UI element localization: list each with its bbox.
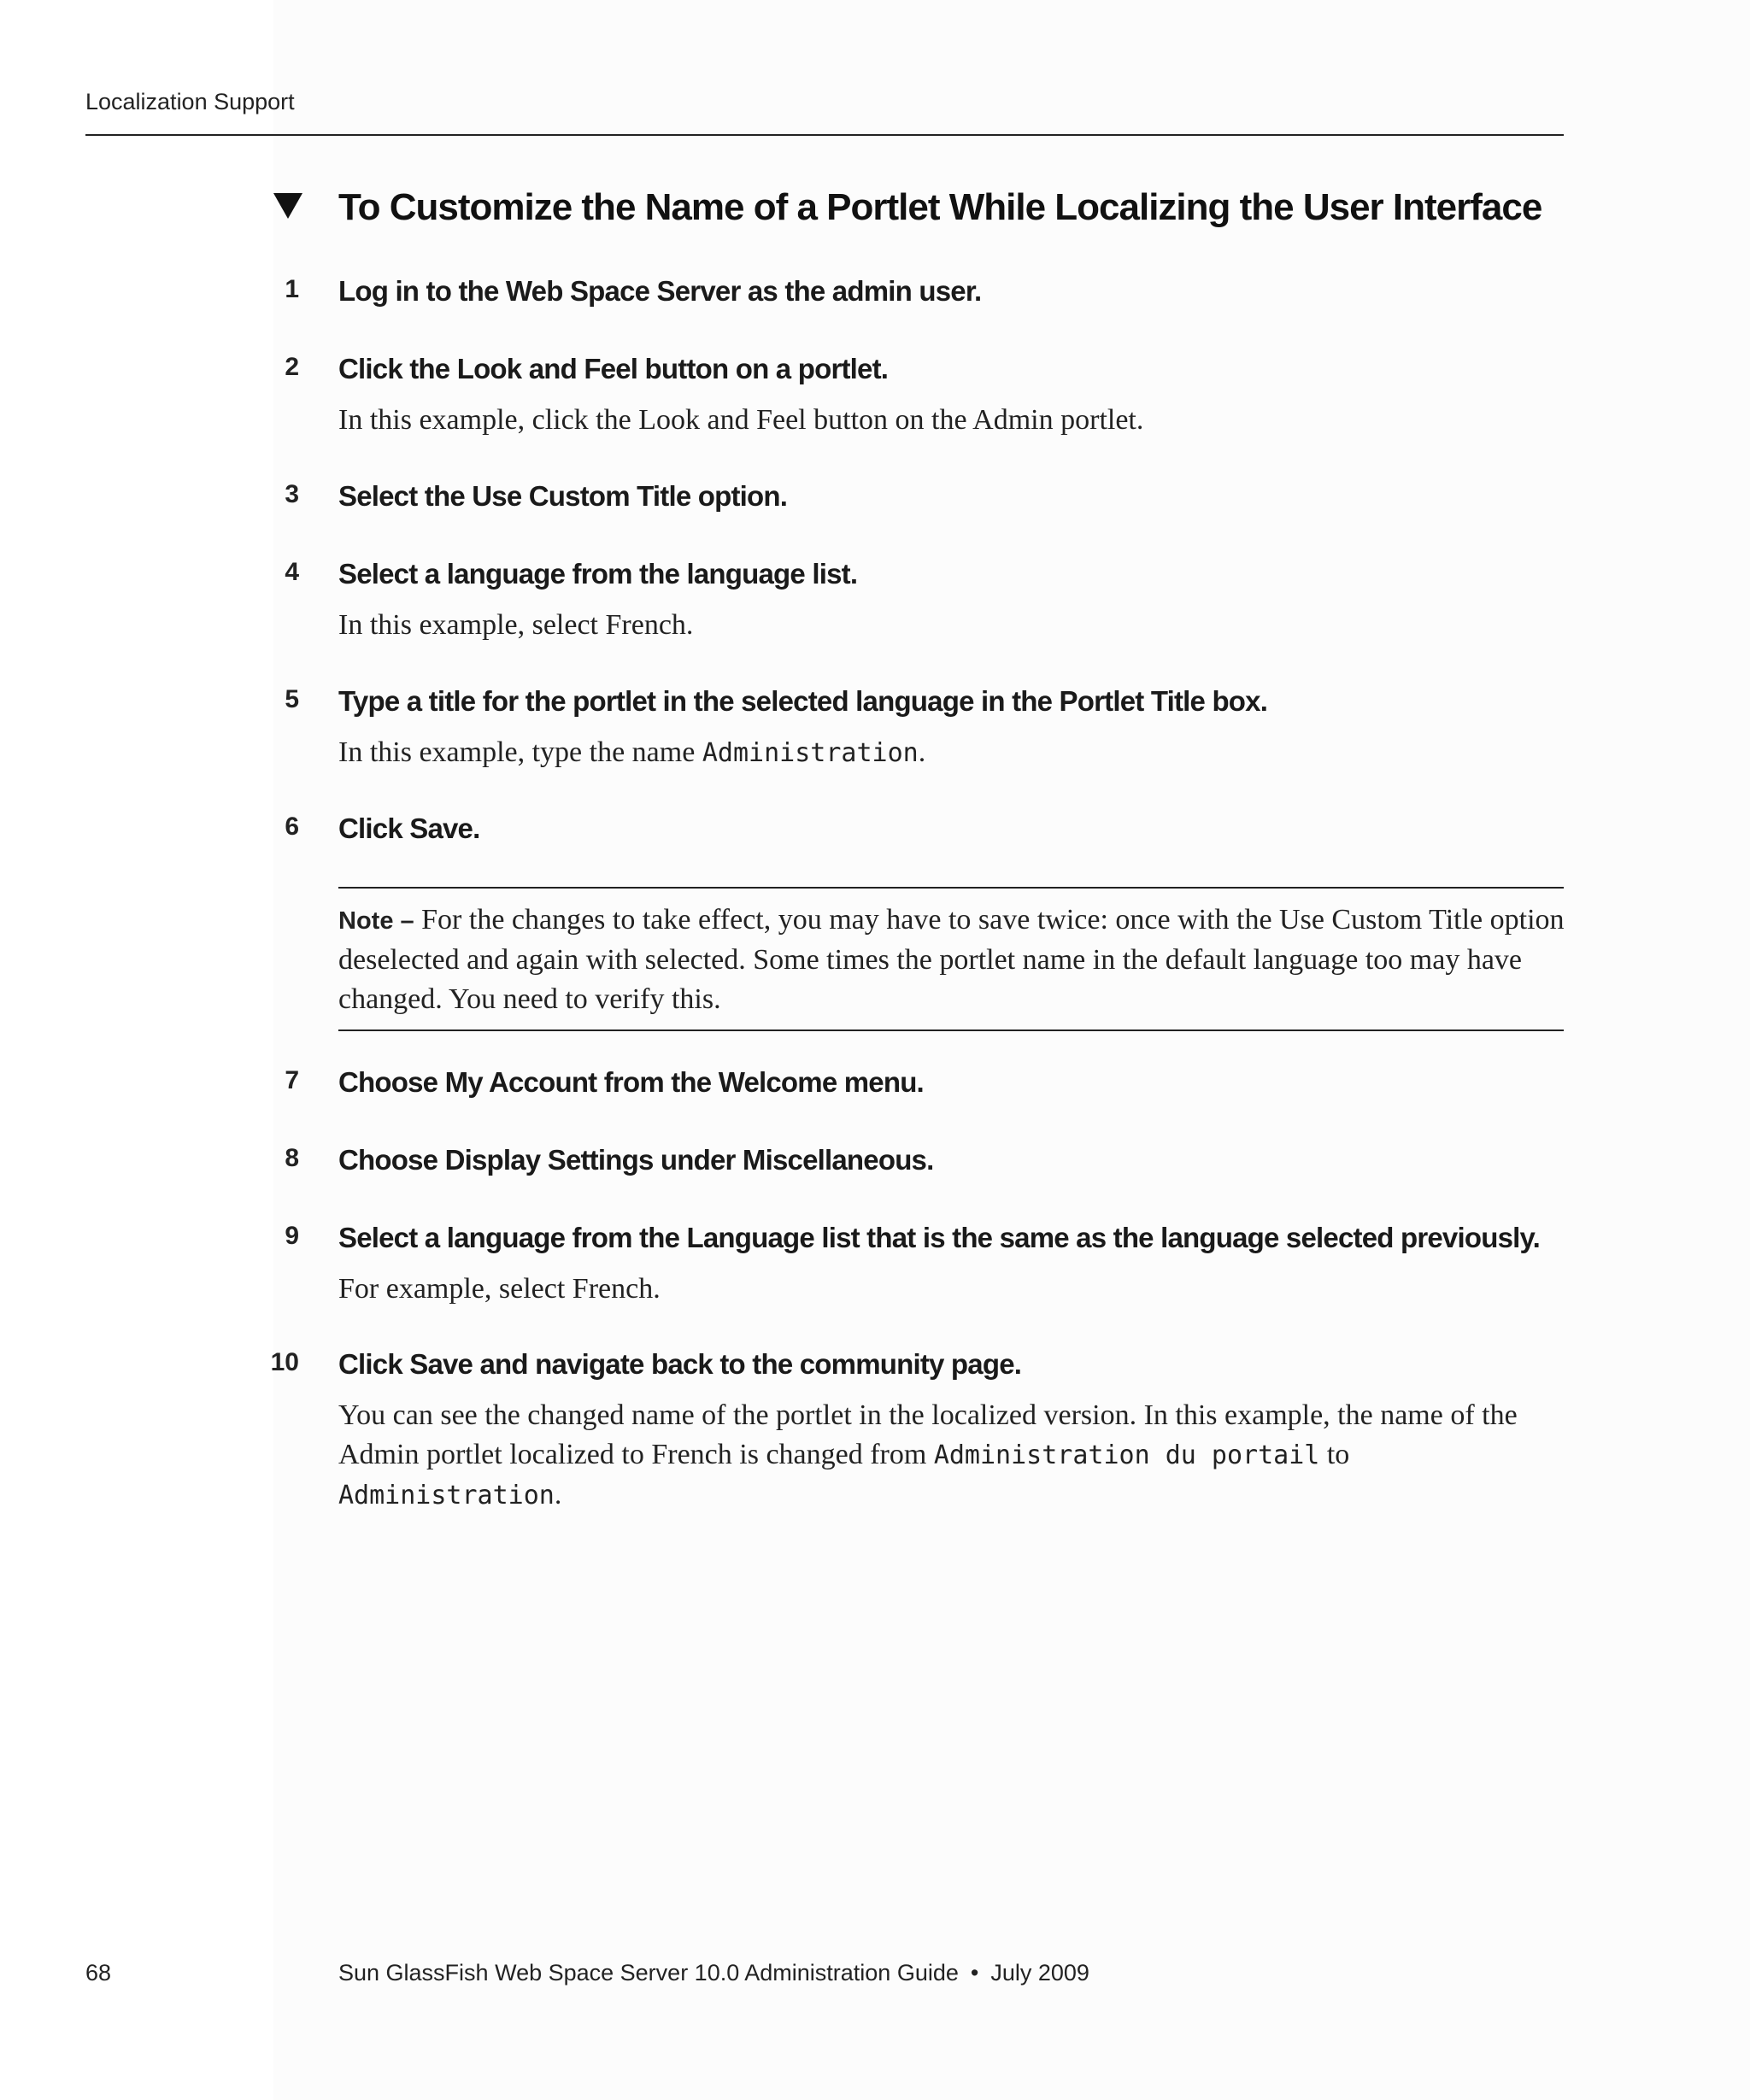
step-title: Log in to the Web Space Server as the admin user.	[338, 275, 982, 307]
step-body: In this example, click the Look and Feel button on the Admin portlet.	[338, 404, 1144, 436]
footer-separator: •	[970, 1960, 979, 1986]
step-body: For example, select French.	[338, 1273, 661, 1305]
page-background	[270, 0, 1750, 2100]
body-text: You can see the changed name of the portlet in the localized version. In this example, the name of the Admin portlet localized to French is changed from	[338, 1399, 1518, 1470]
header-rule	[85, 134, 1564, 136]
step-number: 1	[285, 275, 299, 303]
step-number: 8	[285, 1144, 299, 1172]
step-title: Select a language from the language list.	[338, 558, 858, 590]
step-title: Click Save.	[338, 812, 480, 844]
footer-book-title	[338, 1960, 1089, 1986]
step-number: 3	[285, 480, 299, 508]
step-title: Click Save and navigate back to the community page.	[338, 1348, 1022, 1380]
step-body: In this example, select French.	[338, 609, 694, 641]
code-text: Administration	[702, 738, 919, 768]
step-title: Type a title for the portlet in the selected language in the Portlet Title box.	[338, 685, 1268, 717]
procedure-triangle-icon	[273, 193, 302, 219]
step-title: Select a language from the Language list that is the same as the language selected previously.	[338, 1222, 1540, 1253]
note-label: Note –	[338, 907, 414, 935]
body-text: to	[1319, 1439, 1350, 1470]
running-header: Localization Support	[85, 89, 295, 114]
step-number: 4	[285, 558, 299, 586]
note-top-rule	[338, 887, 1564, 889]
code-text: Administration du portail	[933, 1440, 1320, 1470]
code-text: Administration	[338, 1481, 555, 1510]
step-title: Select the Use Custom Title option.	[338, 480, 788, 512]
body-text: .	[554, 1479, 562, 1510]
page-number: 68	[85, 1960, 112, 1986]
step-title: Choose My Account from the Welcome menu.	[338, 1066, 924, 1098]
step-title: Choose Display Settings under Miscellaneous.	[338, 1144, 934, 1176]
step-title: Click the Look and Feel button on a portlet.	[338, 353, 889, 384]
publication-date: July 2009	[990, 1960, 1089, 1986]
book-title: Sun GlassFish Web Space Server 10.0 Administration Guide	[338, 1960, 959, 1986]
note	[338, 900, 1569, 1019]
step-body	[338, 733, 1569, 773]
body-text: .	[918, 736, 926, 768]
body-text: In this example, type the name	[338, 736, 702, 768]
step-number: 10	[270, 1348, 299, 1376]
step-number: 6	[285, 812, 299, 841]
note-text: For the changes to take effect, you may have to save twice: once with the Use Custom Title option deselected and again with selected. Some times the portlet name in the default language too may have changed. You need to verify this.	[338, 904, 1565, 1015]
step-number: 9	[285, 1222, 299, 1250]
note-bottom-rule	[338, 1029, 1564, 1031]
procedure-title: To Customize the Name of a Portlet While Localizing the User Interface	[338, 186, 1542, 228]
step-number: 2	[285, 353, 299, 381]
step-number: 5	[285, 685, 299, 713]
step-number: 7	[285, 1066, 299, 1094]
step-body	[338, 1396, 1569, 1516]
